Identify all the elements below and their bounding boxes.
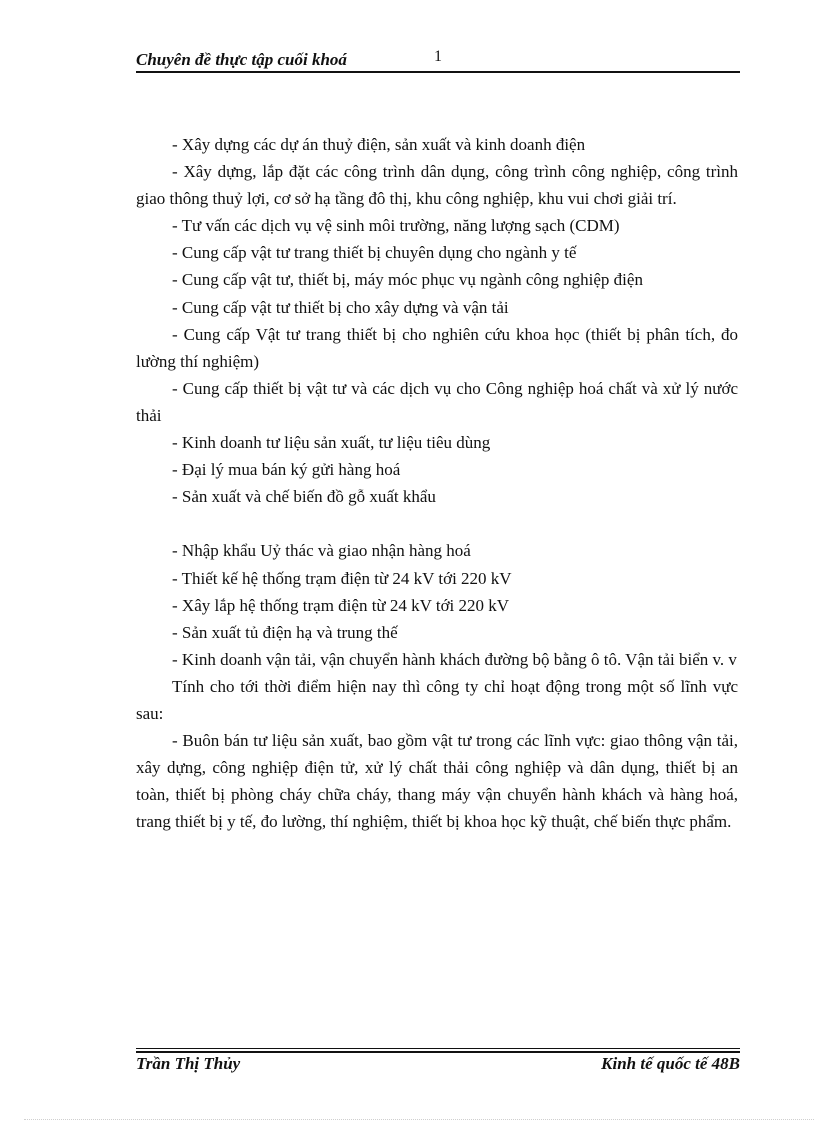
- page-number: 1: [434, 48, 442, 65]
- footer-author: Trần Thị Thủy: [136, 1054, 241, 1073]
- footer-class: Kinh tế quốc tế 48B: [601, 1054, 740, 1073]
- paragraph: - Cung cấp Vật tư trang thiết bị cho nghiên cứu khoa học (thiết bị phân tích, đo lường thí nghiệm): [136, 324, 738, 371]
- document-body: [136, 131, 738, 835]
- paragraph: - Cung cấp vật tư, thiết bị, máy móc phục vụ ngành công nghiệp điện: [172, 270, 643, 290]
- paragraph: - Sản xuất tủ điện hạ và trung thế: [172, 622, 398, 642]
- paragraph: - Cung cấp vật tư trang thiết bị chuyên dụng cho ngành y tế: [172, 243, 577, 263]
- header-title: Chuyên đề thực tập cuối khoá: [136, 50, 347, 69]
- header-rule: [136, 71, 740, 73]
- paragraph: - Kinh doanh tư liệu sản xuất, tư liệu tiêu dùng: [172, 433, 491, 453]
- page-edge: [24, 1119, 814, 1120]
- paragraph-gap: [136, 510, 738, 537]
- paragraph: - Buôn bán tư liệu sản xuất, bao gồm vật tư trong các lĩnh vực: giao thông vận tải, xây dựng, công nghiệp điện tử, xử lý chất thải công nghiệp và dân dụng, thiết bị an toàn, thiết bị phòng cháy chữa cháy, thang máy vận chuyển hành khách và hàng hoá, trang thiết bị y tế, đo lường, thí nghiệm, thiết bị khoa học kỹ thuật, chế biến thực phẩm.: [136, 731, 738, 832]
- paragraph: - Cung cấp vật tư thiết bị cho xây dựng và vận tải: [172, 297, 509, 317]
- paragraph: - Nhập khẩu Uỷ thác và giao nhận hàng hoá: [172, 541, 471, 561]
- paragraph: - Thiết kế hệ thống trạm điện từ 24 kV tới 220 kV: [172, 568, 512, 588]
- paragraph: - Cung cấp thiết bị vật tư và các dịch vụ cho Công nghiệp hoá chất và xử lý nước thải: [136, 378, 738, 425]
- footer-rule-thick: [136, 1051, 740, 1053]
- footer-rule: [136, 1048, 740, 1049]
- paragraph: - Tư vấn các dịch vụ vệ sinh môi trường, năng lượng sạch (CDM): [172, 216, 620, 236]
- paragraph: - Xây lắp hệ thống trạm điện từ 24 kV tới 220 kV: [172, 595, 510, 615]
- page-header: [136, 48, 740, 72]
- paragraph: - Xây dựng các dự án thuỷ điện, sản xuất và kinh doanh điện: [172, 135, 586, 154]
- paragraph: - Xây dựng, lắp đặt các công trình dân dụng, công trình công nghiệp, công trình giao thông thuỷ lợi, cơ sở hạ tầng đô thị, khu công nghiệp, khu vui chơi giải trí.: [136, 162, 738, 209]
- paragraph: - Sản xuất và chế biến đồ gỗ xuất khẩu: [172, 487, 436, 507]
- paragraph: - Đại lý mua bán ký gửi hàng hoá: [172, 460, 401, 480]
- paragraph: Tính cho tới thời điểm hiện nay thì công ty chỉ hoạt động trong một số lĩnh vực sau:: [136, 676, 738, 723]
- paragraph: - Kinh doanh vận tải, vận chuyển hành khách đường bộ bằng ô tô. Vận tải biển v. v: [172, 649, 737, 669]
